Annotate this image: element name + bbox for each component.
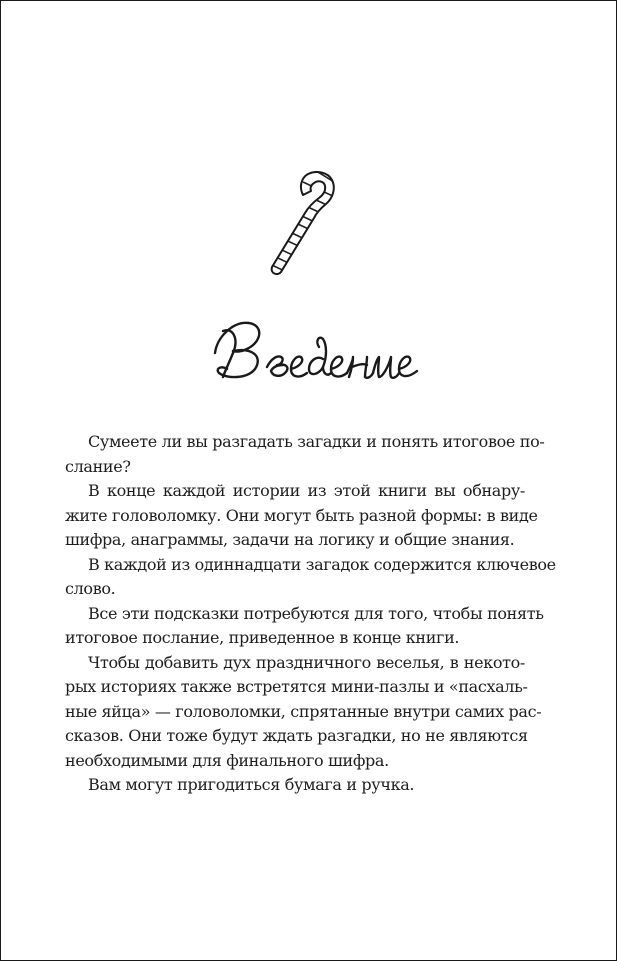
text-line: В конце каждой истории из этой книги вы обнару- — [88, 481, 525, 500]
text-line: рых историях также встретятся мини-пазлы и «пасхаль- — [65, 677, 528, 696]
intro-text — [65, 430, 556, 798]
paragraph — [65, 553, 556, 602]
text-line: Сумеете ли вы разгадать загадки и понять итоговое по- — [88, 432, 545, 451]
candy-cane-icon — [259, 171, 339, 276]
text-line: шифра, анаграммы, задачи на логику и общие знания. — [65, 530, 515, 549]
text-line: В каждой из одиннадцати загадок содержится ключевое — [88, 554, 556, 574]
paragraph — [65, 651, 542, 774]
text-line: необходимыми для финального шифра. — [65, 750, 389, 770]
paragraph — [65, 479, 538, 553]
text-line: итоговое послание, приведенное в конце книги. — [65, 628, 460, 647]
text-line: Все эти подсказки потребуются для того, чтобы понять — [88, 603, 544, 623]
text-line: жите головоломку. Они могут быть разной формы: в виде — [65, 505, 538, 525]
text-line: слание? — [65, 456, 131, 476]
text-line: сказов. Они тоже будут ждать разгадки, но не являются — [65, 726, 528, 745]
text-line: Чтобы добавить дух праздничного веселья, в некото- — [88, 652, 525, 672]
page-title — [1, 301, 617, 411]
text-line: Вам могут пригодиться бумага и ручка. — [88, 775, 415, 794]
paragraph — [88, 773, 525, 798]
text-line: слово. — [65, 579, 116, 598]
paragraph — [65, 430, 545, 479]
text-line: ные яйца» — головоломки, спрятанные внутри самих рас- — [65, 701, 542, 721]
paragraph — [65, 602, 544, 651]
